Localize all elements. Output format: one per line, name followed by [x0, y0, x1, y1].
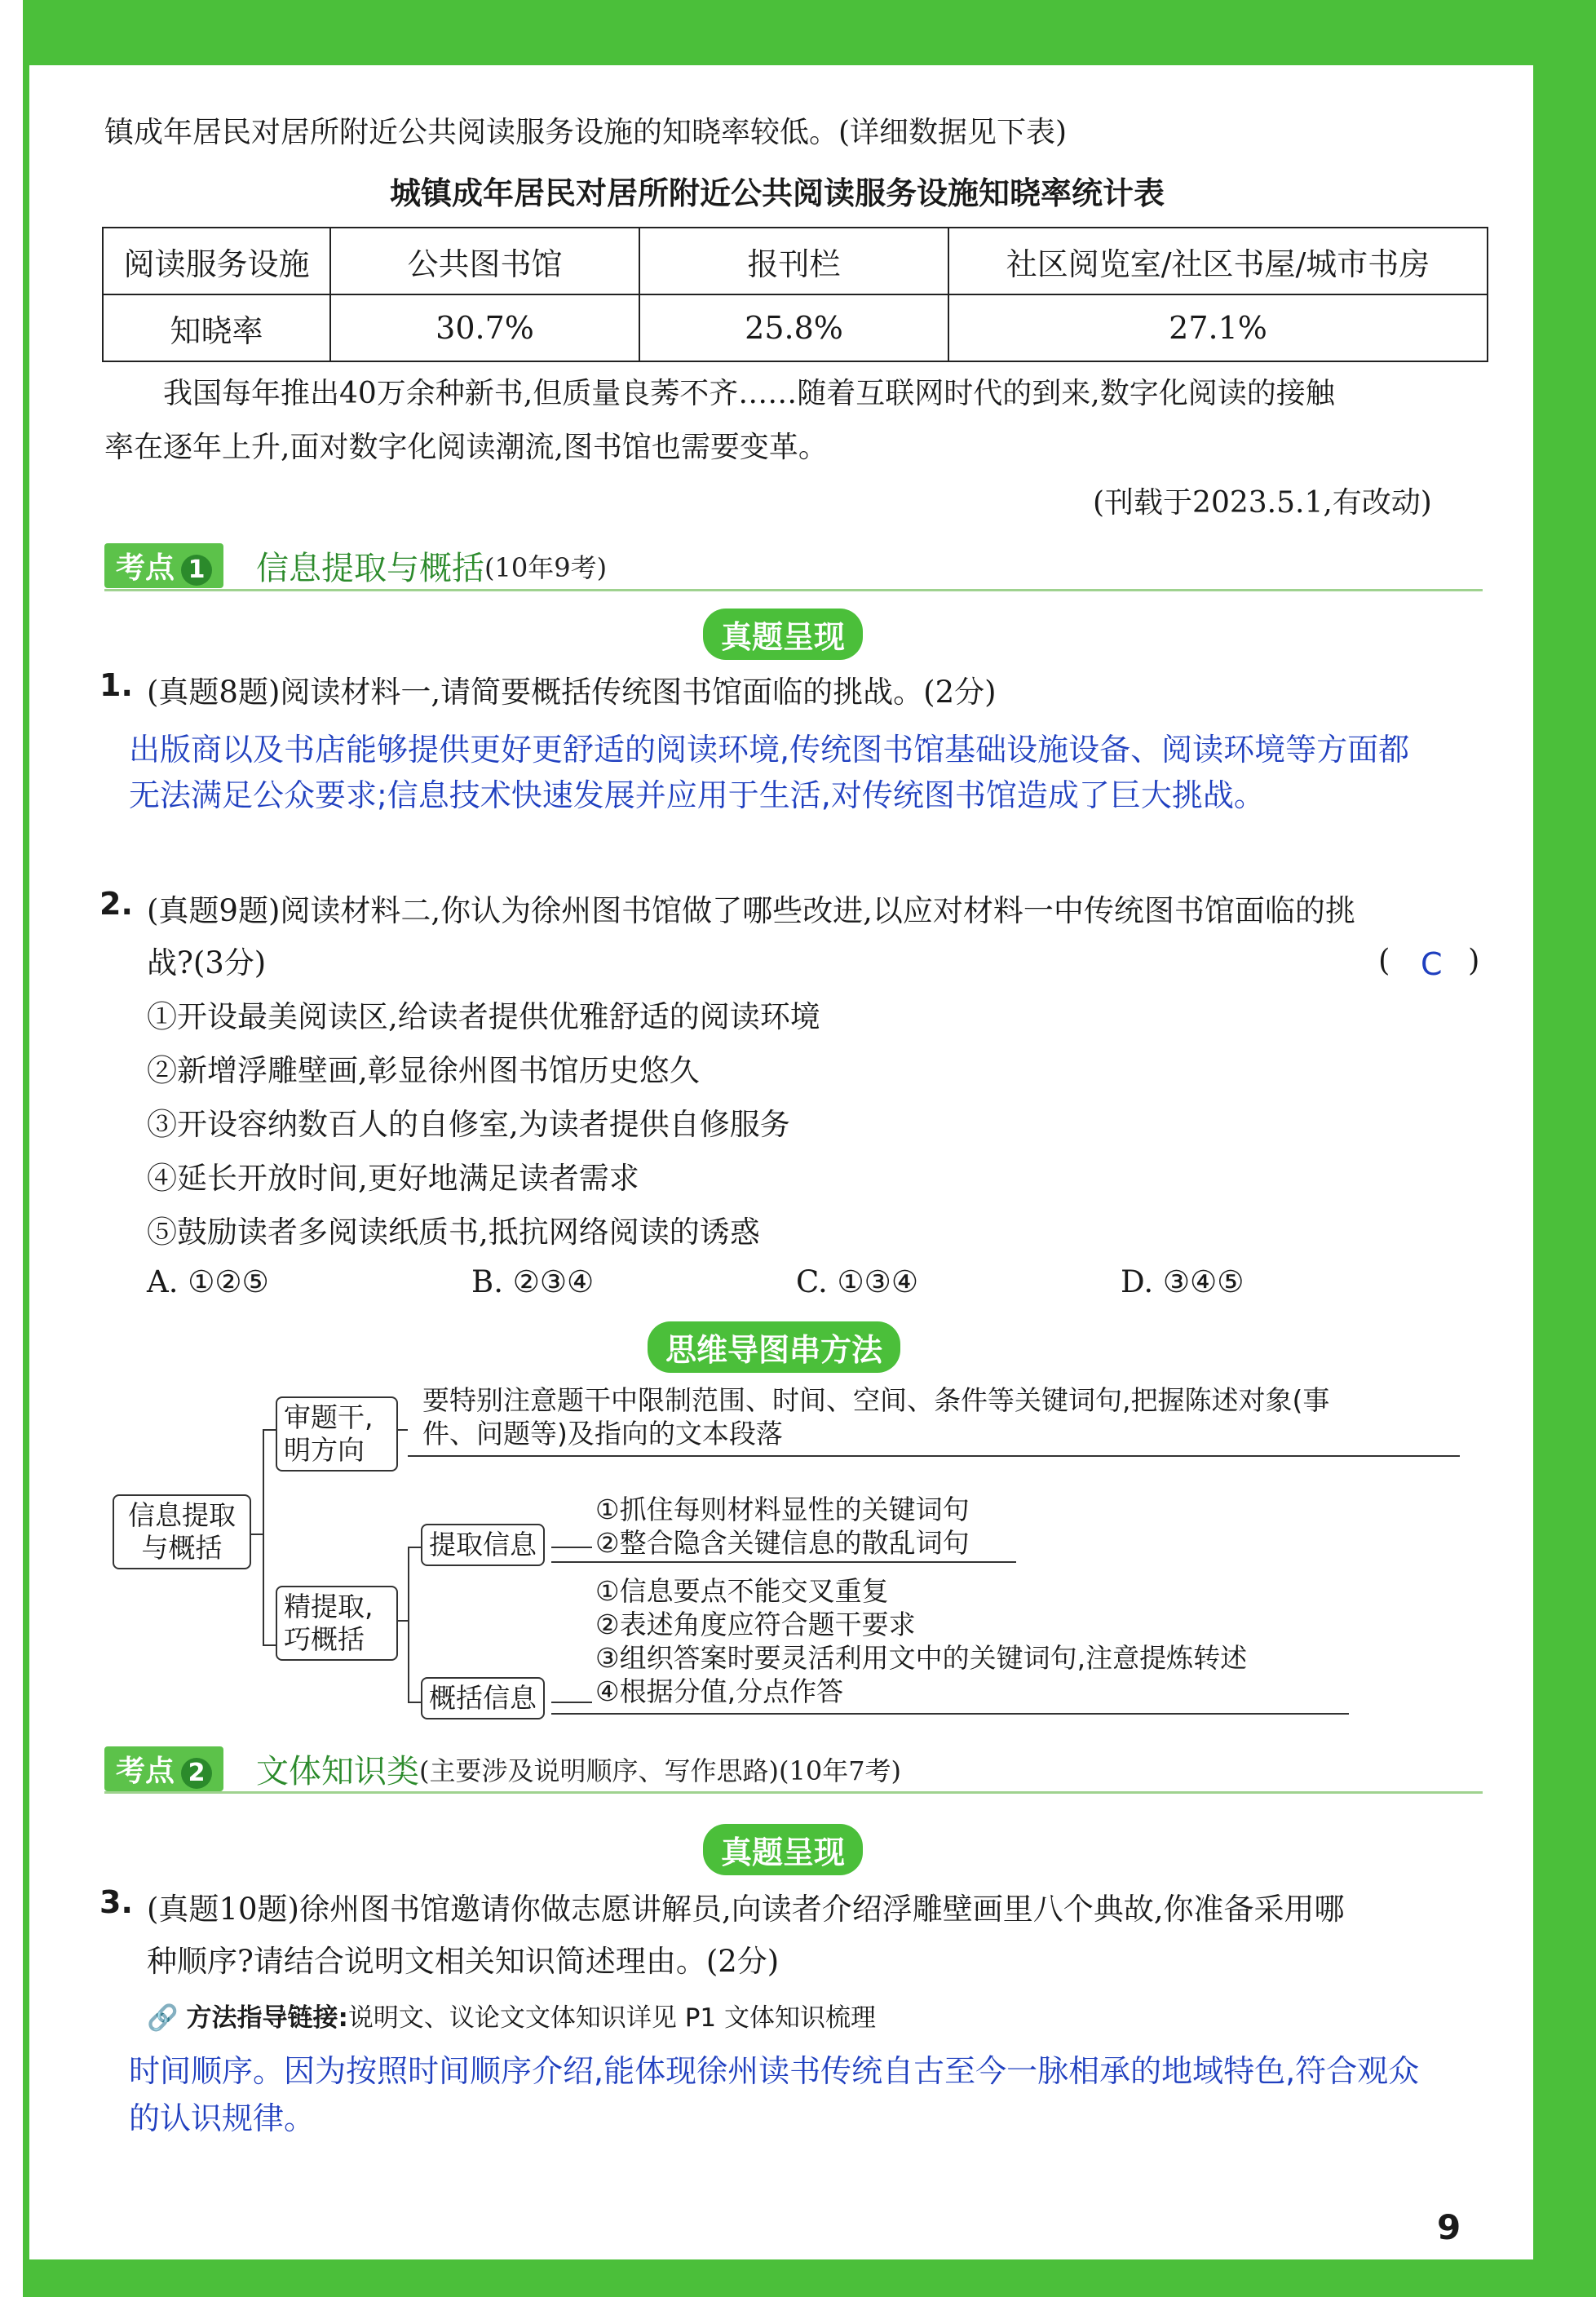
underline	[551, 1561, 1016, 1563]
question-text: 种顺序?请结合说明文相关知识简述理由。(2分)	[147, 1944, 780, 1979]
kaodian-subtitle: (10年9考)	[484, 551, 608, 583]
connector	[551, 1702, 592, 1703]
connector	[408, 1702, 421, 1703]
question-text: (真题10题)徐州图书馆邀请你做志愿讲解员,向读者介绍浮雕壁画里八个典故,你准备采用哪	[147, 1892, 1345, 1927]
question-number: 2.	[99, 886, 133, 922]
mindmap-summarize-item: ④根据分值,分点作答	[595, 1675, 844, 1707]
connector	[396, 1620, 408, 1622]
mindmap-summarize: 概括信息	[421, 1677, 545, 1719]
option-c: C. ①③④	[796, 1264, 919, 1299]
frame-bottom-band	[23, 2259, 1596, 2297]
mindmap-extract: 提取信息	[421, 1524, 545, 1566]
question-number: 1.	[99, 667, 133, 703]
underline	[408, 1455, 1460, 1457]
section-pill: 思维导图串方法	[648, 1321, 900, 1373]
connector	[263, 1429, 264, 1644]
section-pill: 真题呈现	[703, 1824, 863, 1875]
link-icon: 🔗	[147, 2003, 179, 2033]
paragraph-line: 我国每年推出40万余种新书,但质量良莠不齐……随着互联网时代的到来,数字化阅读的接触	[163, 377, 1335, 410]
frame-right-band	[1533, 0, 1596, 2297]
method-link	[147, 1997, 876, 2034]
paragraph-line: 率在逐年上升,面对数字化阅读潮流,图书馆也需要变革。	[104, 431, 828, 464]
connector	[408, 1547, 421, 1548]
question-text: (真题9题)阅读材料二,你认为徐州图书馆做了哪些改进,以应对材料一中传统图书馆面临的挑	[147, 893, 1355, 928]
list-item: ①开设最美阅读区,给读者提供优雅舒适的阅读环境	[147, 999, 820, 1034]
mindmap-branch-1-text: 件、问题等)及指向的文本段落	[422, 1418, 783, 1449]
option-a: A. ①②⑤	[147, 1264, 269, 1299]
table-header-cell: 社区阅览室/社区书屋/城市书房	[948, 228, 1488, 294]
connector	[263, 1644, 276, 1646]
answer-bracket-right: )	[1468, 943, 1480, 978]
answer-text: 的认识规律。	[129, 2100, 316, 2136]
frame-top-band	[23, 0, 1572, 65]
question-text: (真题8题)阅读材料一,请简要概括传统图书馆面临的挑战。(2分)	[147, 675, 997, 710]
option-d: D. ③④⑤	[1121, 1264, 1245, 1299]
mindmap-extract-item: ②整合隐含关键信息的散乱词句	[595, 1527, 970, 1559]
link-label: 方法指导链接:	[186, 2003, 348, 2033]
kaodian-tag: 考点 1	[104, 543, 223, 588]
mindmap-extract-item: ①抓住每则材料显性的关键词句	[595, 1494, 970, 1525]
answer-bracket-left: (	[1378, 943, 1390, 978]
connector	[408, 1547, 409, 1702]
mindmap-summarize-item: ②表述角度应符合题干要求	[595, 1609, 916, 1640]
list-item: ⑤鼓励读者多阅读纸质书,抵抗网络阅读的诱惑	[147, 1215, 760, 1250]
awareness-table	[102, 227, 1488, 362]
answer-text: 时间顺序。因为按照时间顺序介绍,能体现徐州读书传统自古至今一脉相承的地域特色,符合观众	[129, 2053, 1420, 2089]
connector	[396, 1429, 408, 1431]
intro-line: 镇成年居民对居所附近公共阅读服务设施的知晓率较低。(详细数据见下表)	[104, 116, 1068, 149]
mindmap-root: 信息提取 与概括	[113, 1494, 251, 1569]
divider	[104, 1791, 1483, 1794]
frame-left-band	[23, 0, 29, 2297]
list-item: ②新增浮雕壁画,彰显徐州图书馆历史悠久	[147, 1053, 700, 1088]
kaodian-1-header	[104, 542, 607, 589]
choice-answer: C	[1421, 946, 1443, 982]
list-item: ④延长开放时间,更好地满足读者需求	[147, 1161, 639, 1196]
table-header-cell: 阅读服务设施	[103, 228, 330, 294]
mindmap-branch-2: 精提取, 巧概括	[276, 1586, 398, 1661]
table-title: 城镇成年居民对居所附近公共阅读服务设施知晓率统计表	[390, 175, 1165, 211]
underline	[551, 1713, 1349, 1715]
question-number: 3.	[99, 1884, 133, 1920]
link-text: 说明文、议论文文体知识详见 P1 文体知识梳理	[347, 2003, 876, 2033]
table-row	[103, 294, 1488, 361]
mindmap-summarize-item: ③组织答案时要灵活利用文中的关键词句,注意提炼转述	[595, 1642, 1248, 1674]
list-item: ③开设容纳数百人的自修室,为读者提供自修服务	[147, 1107, 790, 1142]
table-cell: 27.1%	[948, 294, 1488, 361]
kaodian-2-header	[104, 1746, 901, 1792]
option-b: B. ②③④	[471, 1264, 595, 1299]
mindmap-branch-1: 审题干, 明方向	[276, 1396, 398, 1472]
table-cell: 知晓率	[103, 294, 330, 361]
question-text: 战?(3分)	[147, 945, 267, 980]
table-header-cell: 报刊栏	[639, 228, 948, 294]
answer-text: 出版商以及书店能够提供更好更舒适的阅读环境,传统图书馆基础设施设备、阅读环境等方面都	[129, 732, 1410, 768]
connector	[551, 1547, 592, 1548]
table-cell: 25.8%	[639, 294, 948, 361]
mindmap-branch-1-text: 要特别注意题干中限制范围、时间、空间、条件等关键词句,把握陈述对象(事	[422, 1384, 1330, 1416]
table-row	[103, 228, 1488, 294]
kaodian-tag: 考点 2	[104, 1746, 223, 1791]
answer-text: 无法满足公众要求;信息技术快速发展并应用于生活,对传统图书馆造成了巨大挑战。	[129, 777, 1265, 813]
table-header-cell: 公共图书馆	[330, 228, 639, 294]
kaodian-subtitle: (主要涉及说明顺序、写作思路)(10年7考)	[419, 1755, 902, 1786]
divider	[104, 589, 1483, 591]
connector	[250, 1534, 263, 1535]
table-cell: 30.7%	[330, 294, 639, 361]
source-note: (刊载于2023.5.1,有改动)	[1093, 486, 1432, 520]
mindmap-summarize-item: ①信息要点不能交叉重复	[595, 1575, 889, 1607]
section-pill: 真题呈现	[703, 609, 863, 660]
kaodian-title: 信息提取与概括	[256, 550, 485, 587]
kaodian-title: 文体知识类	[256, 1753, 420, 1790]
connector	[263, 1429, 276, 1431]
page-number: 9	[1437, 2207, 1461, 2247]
